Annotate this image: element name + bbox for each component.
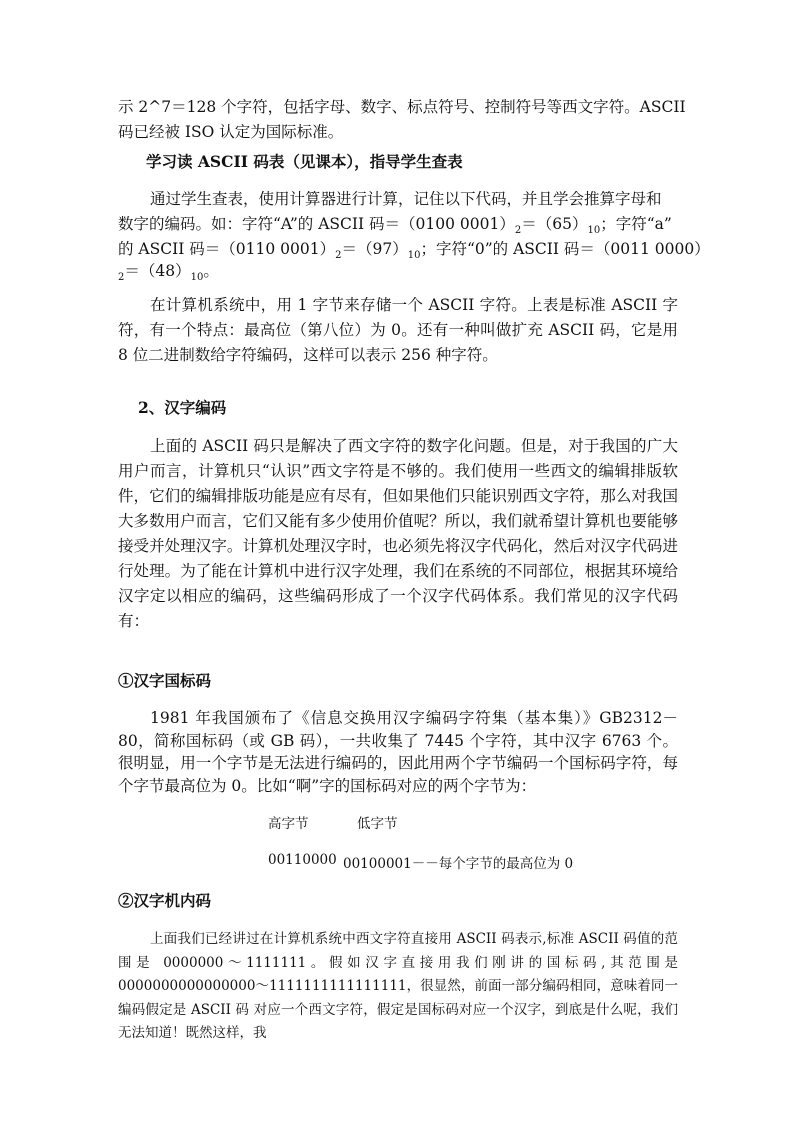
heading-ascii-table: 学习读 ASCII 码表（见课本），指导学生查表 bbox=[146, 152, 463, 171]
subheading-guobiao-code: ①汉字国标码 bbox=[118, 671, 212, 690]
table-value-high-byte: 00110000 bbox=[268, 852, 337, 868]
paragraph-2-line-4: $_2=(48)_{10}$。 bbox=[118, 262, 219, 283]
table-header-high-byte: 高字节 bbox=[268, 816, 309, 832]
paragraph-2-line-1: 通过学生查表，使用计算器进行计算，记住以下代码，并且学会推算字母和 bbox=[150, 190, 662, 208]
paragraph-2-line-2: 数字的编码。如：字符“A”的 ASCII 码＝（0100 $0001)_2=(65)_{10}$；字符“a” bbox=[118, 215, 672, 236]
paragraph-2-line-3: 的 ASCII 码＝（0110 $0001)_2=(97)_{10}$；字符“0”的 ASCII 码＝（0011 0000） bbox=[118, 240, 710, 261]
paragraph-4: 上面的 ASCII 码只是解决了西文字符的数字化问题。但是，对于我国的广大用户而言，计算机只“认识”西文字符是不够的。我们使用一些西文的编辑排版软件，它们的编辑排版功能是应有尽有，但如果他们只能识别西文字符，那么对我国大多数用户而言，它们又能有多少使用价值呢？所以，我们就希望计算机也要能够接受并处理汉字。计算机处理汉字时，也必须先将汉字代码化，然后对汉字代码进行处理。为了能在计算机中进行汉字处理，我们在系统的不同部位，根据其环境给汉字定以相应的编码，这些编码形成了一个汉字代码体系。我们常见的汉字代码有： bbox=[118, 437, 678, 630]
paragraph-6: 上面我们已经讲过在计算机系统中西文字符直接用 ASCII 码表示,标准 ASCII 码值的范围是 0000000～1111111。假如汉字直接用我们刚讲的国标码,其范围是 0000000000000000～1111111111111111，很显然，前面一部分编码相同，意味着同一编码假定是 ASCII 码 对应一个西文字符，假定是国标码对应一个汉字，到底是什么呢，我们无法知道！既然这样，我 bbox=[118, 931, 678, 1041]
paragraph-3: 在计算机系统中，用 1 字节来存储一个 ASCII 字符。上表是标准 ASCII 字符，有一个特点：最高位（第八位）为 0。还有一种叫做扩充 ASCII 码，它是用 8 位二进制数给字符编码，这样可以表示 256 种字符。 bbox=[118, 296, 678, 364]
table-header-low-byte: 低字节 bbox=[357, 816, 398, 832]
subheading-machine-internal-code: ②汉字机内码 bbox=[118, 891, 212, 910]
section-heading-hanzi-encoding: 2、汉字编码 bbox=[138, 398, 227, 417]
paragraph-1-line-1: 示 2^7＝128 个字符，包括字母、数字、标点符号、控制符号等西文字符。ASCII bbox=[118, 98, 686, 116]
table-value-low-byte: 00100001－－每个字节的最高位为 0 bbox=[343, 856, 574, 872]
paragraph-1-line-2: 码已经被 ISO 认定为国际标准。 bbox=[118, 123, 344, 141]
paragraph-5: 1981 年我国颁布了《信息交换用汉字编码字符集（基本集）》GB2312－80，简称国标码（或 GB 码），一共收集了 7445 个字符，其中汉字 6763 个。很明显，用一个字节是无法进行编码的，因此用两个字节编码一个国标码字符，每个字节最高位为 0。比如“啊”字的国标码对应的两个字节为： bbox=[118, 709, 678, 795]
